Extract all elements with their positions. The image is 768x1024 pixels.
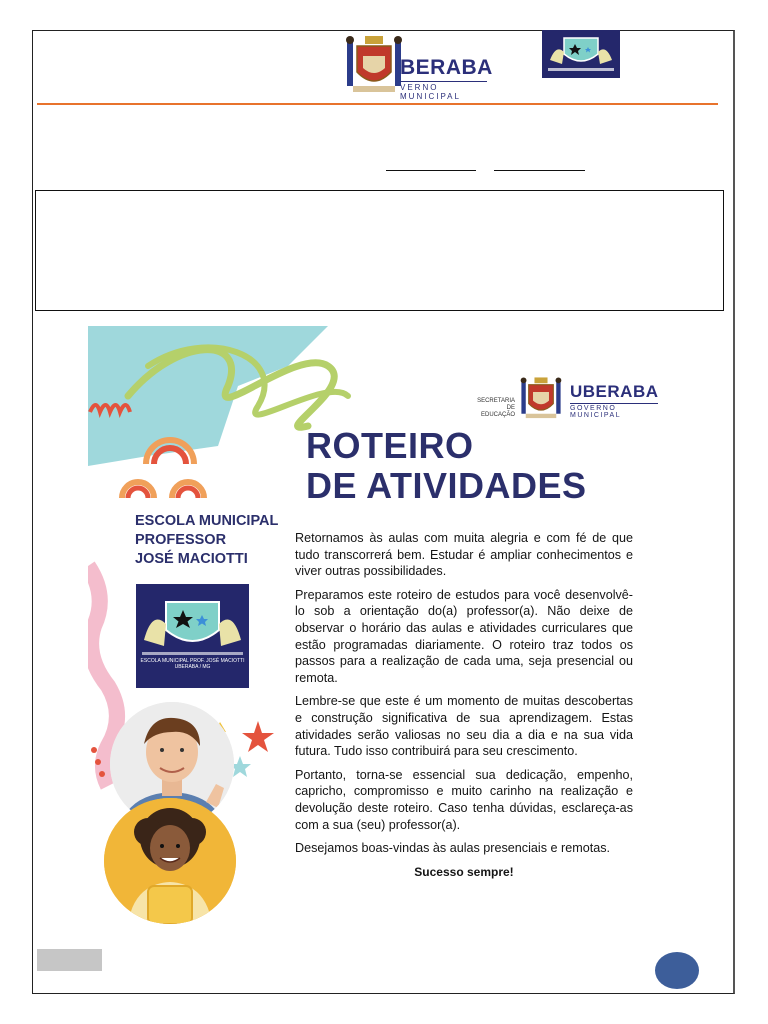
welcome-paragraph: Retornamos às aulas com muita alegria e com fé de que tudo transcorrerá bem. Estudar é ampliar conhecimentos e viver outras possibilidades. [295,531,633,579]
cover-logo-word: UBERABA [570,382,659,401]
logo-word: BERABA [400,56,493,79]
logo-subtitle: VERNO MUNICIPAL [400,81,487,101]
school-crest-text: ESCOLA MUNICIPAL PROF. JOSÉ MACIOTTI UBERABA / MG [140,658,245,670]
school-name-line: JOSÉ MACIOTTI [135,551,248,567]
secretaria-label: SECRETARIA DE EDUCAÇÃO [477,398,515,418]
uberaba-cover-logo [518,376,658,421]
title-line: DE ATIVIDADES [306,465,587,506]
fill-in-line[interactable] [386,170,476,171]
welcome-text [295,530,633,880]
school-name-line: PROFESSOR [135,532,227,548]
cover-title [306,426,587,506]
school-name [135,512,278,569]
girl-photo [104,798,236,924]
cover-logo-subtitle: GOVERNO MUNICIPAL [570,403,658,419]
signoff: Sucesso sempre! [414,864,514,879]
page-indicator-dot [655,952,699,989]
school-name-line: ESCOLA MUNICIPAL [135,513,279,529]
city-crest-icon [518,376,564,421]
footer-tab [37,949,102,971]
welcome-paragraph: Preparamos este roteiro de estudos para você desenvolvê-lo sob a orientação do(a) professor(a). Não deixe de observar o horário das aulas e atividades curriculares que estão programadas diariamente. O roteiro traz todos os passos para a realização de cada uma, seja presencial ou remota. [295,587,633,685]
school-shield-logo-icon [542,30,620,78]
cover-page [88,326,662,936]
header-divider [37,103,718,105]
welcome-paragraph: Desejamos boas-vindas às aulas presenciais e remotas. [295,841,610,856]
fill-in-line[interactable] [494,170,585,171]
title-line: ROTEIRO [306,425,474,466]
city-crest-icon [345,34,403,96]
welcome-paragraph: Portanto, torna-se essencial sua dedicação, empenho, capricho, compromisso e muito carinho na realização e devolução deste roteiro. Caso tenha dúvidas, esclareça-as com a sua (seu) professor(a). [295,767,633,832]
school-crest-icon [136,584,249,688]
student-info-box[interactable] [35,190,724,311]
uberaba-header-logo [345,34,493,101]
welcome-paragraph: Lembre-se que este é um momento de muitas descobertas e construção significativa de sua aprendizagem. Estas atividades serão valiosas no seu dia a dia e na sua vida futura. Tudo isso contribuirá para seu crescimento. [295,694,633,759]
